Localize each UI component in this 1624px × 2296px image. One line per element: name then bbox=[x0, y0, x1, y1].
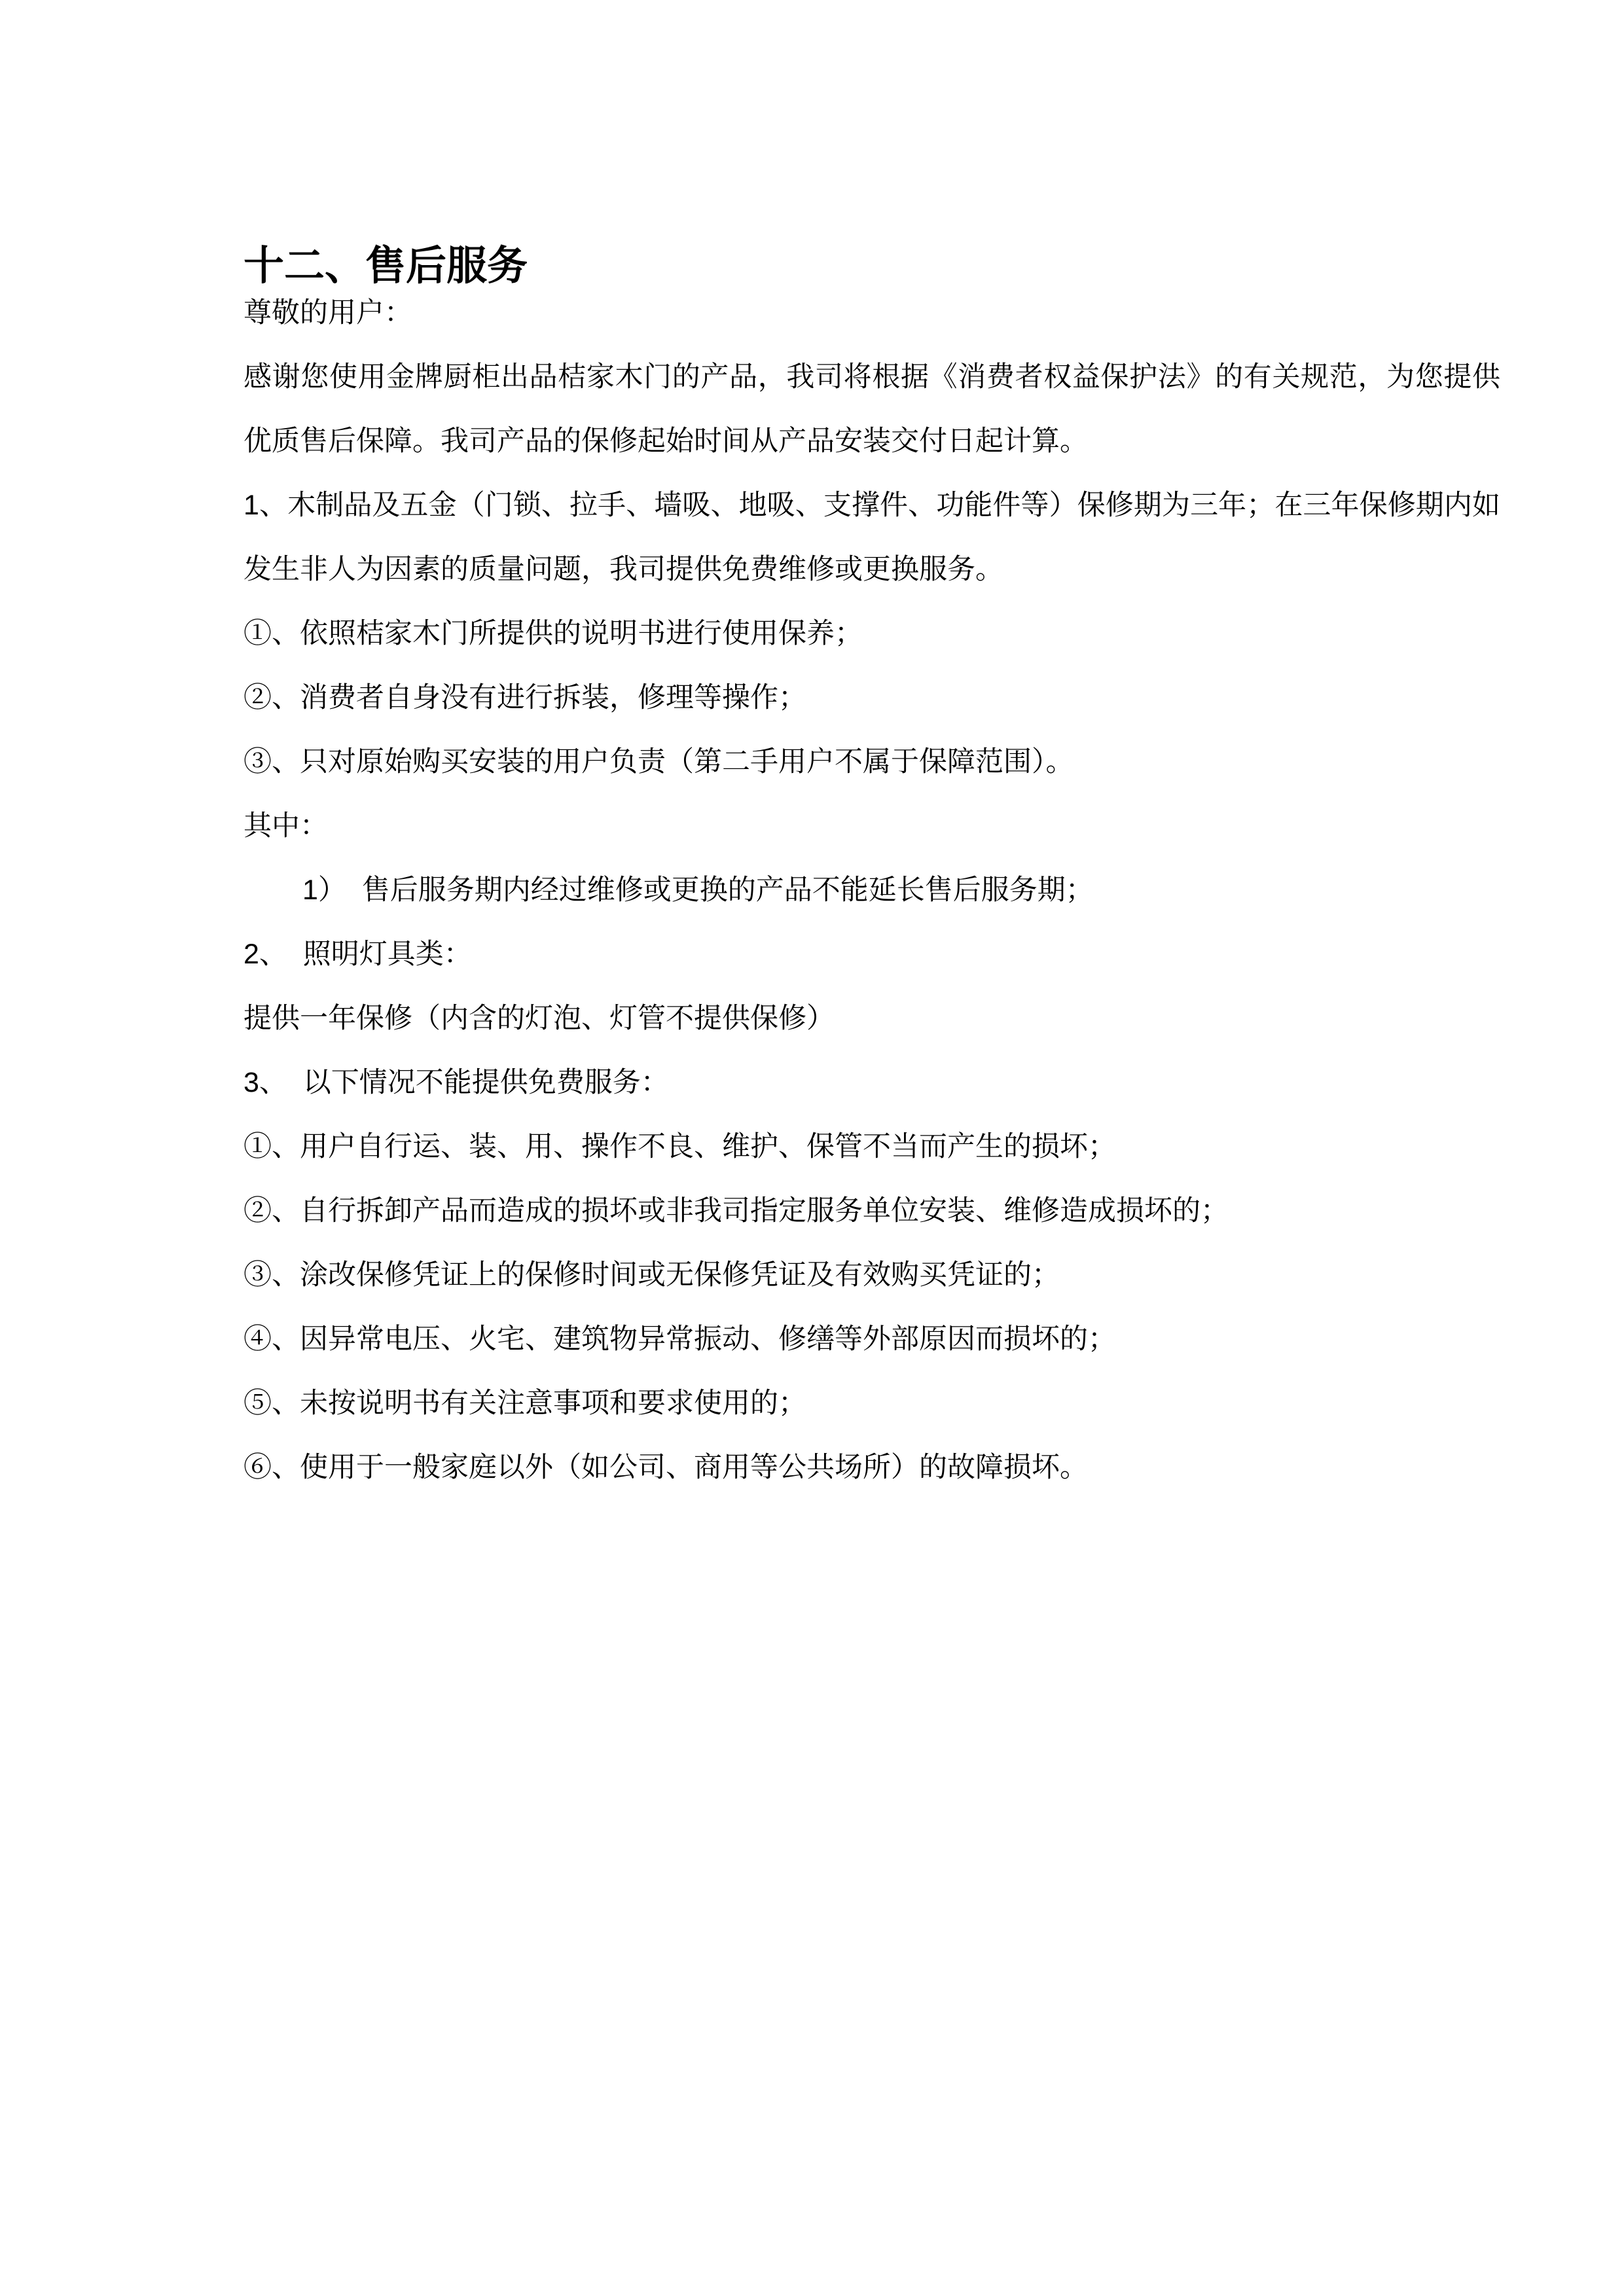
section-title: 十二、售后服务 bbox=[244, 243, 528, 289]
item-3-line: 3、 以下情况不能提供免费服务： bbox=[244, 1067, 669, 1098]
exclusion-line: ②、自行拆卸产品而造成的损坏或非我司指定服务单位安装、维修造成损坏的； bbox=[244, 1195, 1229, 1227]
item-2-line: 2、 照明灯具类： bbox=[244, 939, 472, 970]
item-1-line: 1、木制品及五金（门锁、拉手、墙吸、地吸、支撑件、功能件等）保修期为三年；在三年保修期内如 bbox=[244, 490, 1500, 521]
salutation-line: 尊敬的用户： bbox=[244, 297, 412, 329]
item-1-line: 发生非人为因素的质量问题，我司提供免费维修或更换服务。 bbox=[244, 554, 1003, 585]
exclusion-line: ④、因异常电压、火宅、建筑物异常振动、修缮等外部原因而损坏的； bbox=[244, 1323, 1116, 1355]
exclusion-line: ①、用户自行运、装、用、操作不良、维护、保管不当而产生的损坏； bbox=[244, 1131, 1116, 1162]
item-2-line: 提供一年保修（内含的灯泡、灯管不提供保修） bbox=[244, 1003, 835, 1034]
condition-line: ②、消费者自身没有进行拆装，修理等操作； bbox=[244, 682, 806, 713]
exclusion-line: ⑤、未按说明书有关注意事项和要求使用的； bbox=[244, 1388, 806, 1419]
intro-paragraph-line: 感谢您使用金牌厨柜出品桔家木门的产品，我司将根据《消费者权益保护法》的有关规范，为您提供 bbox=[244, 361, 1500, 393]
exclusion-line: ⑥、使用于一般家庭以外（如公司、商用等公共场所）的故障损坏。 bbox=[244, 1452, 1088, 1483]
intro-paragraph-line: 优质售后保障。我司产品的保修起始时间从产品安装交付日起计算。 bbox=[244, 425, 1088, 457]
among-which-label: 其中： bbox=[244, 810, 328, 842]
condition-line: ①、依照桔家木门所提供的说明书进行使用保养； bbox=[244, 618, 863, 649]
document-body bbox=[244, 281, 1500, 1499]
condition-line: ③、只对原始购买安装的用户负责（第二手用户不属于保障范围）。 bbox=[244, 746, 1074, 778]
exclusion-line: ③、涂改保修凭证上的保修时间或无保修凭证及有效购买凭证的； bbox=[244, 1259, 1060, 1291]
sub-item-line: 1） 售后服务期内经过维修或更换的产品不能延长售后服务期； bbox=[302, 874, 1094, 906]
